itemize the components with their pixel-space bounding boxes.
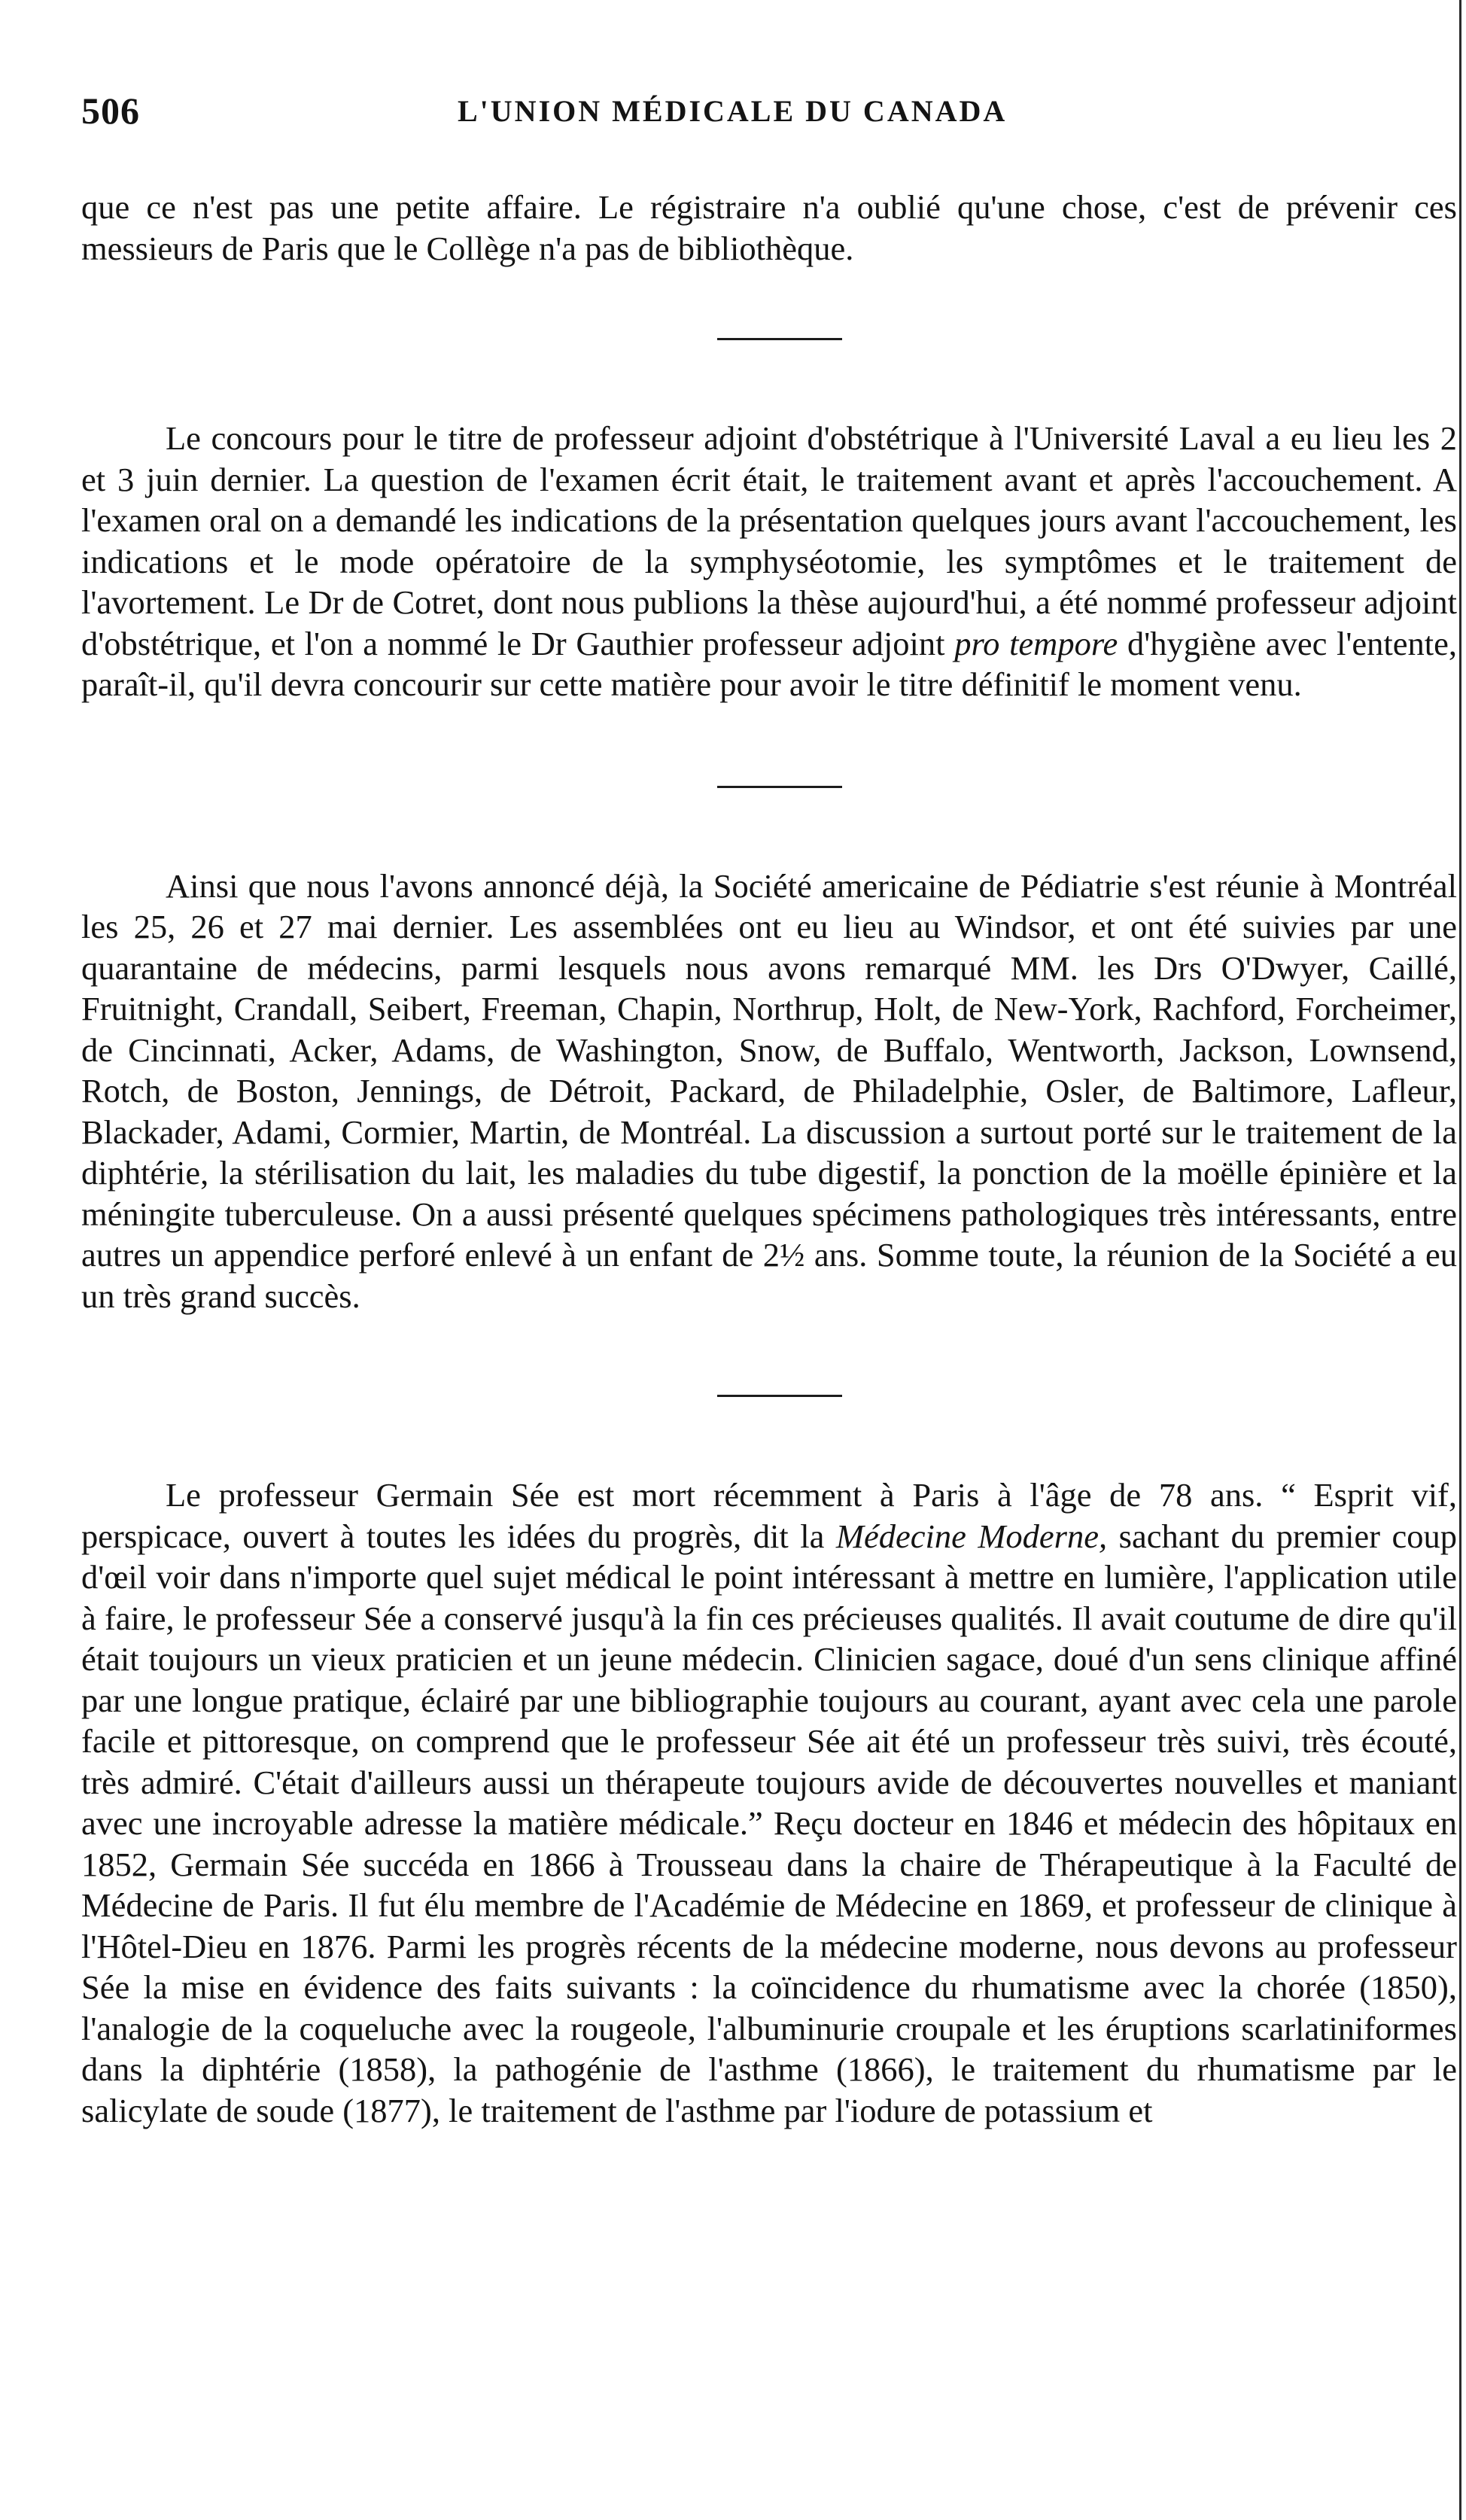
section-divider: [717, 1395, 842, 1397]
section-divider: [717, 786, 842, 788]
paragraph-obstetrics-contest: [81, 418, 1457, 705]
paragraph-germain-see-obituary: [81, 1475, 1457, 2131]
paragraph-italic-text: pro tempore: [954, 624, 1118, 662]
running-head: [81, 89, 1457, 143]
paragraph-pediatrics-society: [81, 866, 1457, 1317]
paragraph-text: Le professeur Germain Sée est mort récemment à Paris à l'âge de 78 ans. “ Esprit vif, perspicace, ouvert à toutes les idées du progrès, dit la: [81, 1476, 1457, 1555]
page-number: 506: [81, 90, 140, 132]
section-divider: [717, 338, 842, 340]
paragraph-text: Ainsi que nous l'avons annoncé déjà, la Société americaine de Pédiatrie s'est réunie à Montréal les 25, 26 et 27 mai dernier. Les assemblées ont eu lieu au Windsor, et ont été suivies par une quarantaine de médecins, parmi lesquels nous avons remarqué MM. les Drs O'Dwyer, Caillé, Fruitnight, Crandall, Seibert, Freeman, Chapin, Northrup, Holt, de New-York, Rachford, Forcheimer, de Cincinnati, Acker, Adams, de Washington, Snow, de Buffalo, Wentworth, Jackson, Lownsend, Rotch, de Boston, Jennings, de Détroit, Packard, de Philadelphie, Osler, de Baltimore, Lafleur, Blackader, Adami, Cormier, Martin, de Montréal. La discussion a surtout porté sur le traitement de la diphtérie, la stérilisation du lait, les maladies du tube digestif, la ponction de la moëlle épinière et la méningite tuberculeuse. On a aussi présenté quelques spécimens pathologiques très intéressants, entre autres un appendice perforé enlevé à un enfant de 2½ ans. Somme toute, la réunion de la Société a eu un très grand succès.: [81, 866, 1457, 1315]
paragraph-italic-text: Médecine Moderne,: [835, 1517, 1108, 1555]
paragraph-text-continued: d'hygiène avec l'entente, paraît-il, qu'il devra concourir sur cette matière pour avoir le titre définitif le moment venu.: [81, 624, 1458, 703]
page-edge-rule: [1459, 0, 1461, 2520]
paragraph-registrar-note: [81, 187, 1457, 269]
paragraph-text-continued: sachant du premier coup d'œil voir dans n'importe quel sujet médical le point intéressant à mettre en lumière, l'application utile à faire, le professeur Sée a conservé jusqu'à la fin ces précieuses qualités. Il avait coutume de dire qu'il était toujours un vieux praticien et un jeune médecin. Clinicien sagace, doué d'un sens clinique affiné par une longue pratique, éclairé par une bibliographie toujours au courant, ayant avec cela une parole facile et pittoresque, on comprend que le professeur Sée ait été un professeur très suivi, très écouté, très admiré. C'était d'ailleurs aussi un thérapeute toujours avide de découvertes nouvelles et maniant avec une incroyable adresse la matière médicale.” Reçu docteur en 1846 et médecin des hôpitaux en 1852, Germain Sée succéda en 1866 à Trousseau dans la chaire de Thérapeutique à la Faculté de Médecine de Paris. Il fut élu membre de l'Académie de Médecine en 1869, et professeur de clinique à l'Hôtel-Dieu en 1876. Parmi les progrès récents de la médecine moderne, nous devons au professeur Sée la mise en évidence des faits suivants : la coïncidence du rhumatisme avec la chorée (1850), l'analogie de la coqueluche avec la rougeole, l'albuminurie croupale et les éruptions scarlatiniformes dans la diphtérie (1858), la pathogénie de l'asthme (1866), le traitement du rhumatisme par le salicylate de soude (1877), le traitement de l'asthme par l'iodure de potassium et: [81, 1517, 1458, 2129]
journal-title: L'UNION MÉDICALE DU CANADA: [458, 94, 1008, 128]
paragraph-text: que ce n'est pas une petite affaire. Le régistraire n'a oublié qu'une chose, c'est de prévenir ces messieurs de Paris que le Collège n'a pas de bibliothèque.: [81, 188, 1457, 267]
paragraph-text: Le concours pour le titre de professeur adjoint d'obstétrique à l'Université Laval a eu lieu les 2 et 3 juin dernier. La question de l'examen écrit était, le traitement avant et après l'accouchement. A l'examen oral on a demandé les indications de la présentation quelques jours avant l'accouchement, les indications et le mode opératoire de la symphyséotomie, les symptômes et le traitement de l'avortement. Le Dr de Cotret, dont nous publions la thèse aujourd'hui, a été nommé professeur adjoint d'obstétrique, et l'on a nommé le Dr Gauthier professeur adjoint: [81, 419, 1457, 662]
document-page: [81, 89, 1457, 2131]
